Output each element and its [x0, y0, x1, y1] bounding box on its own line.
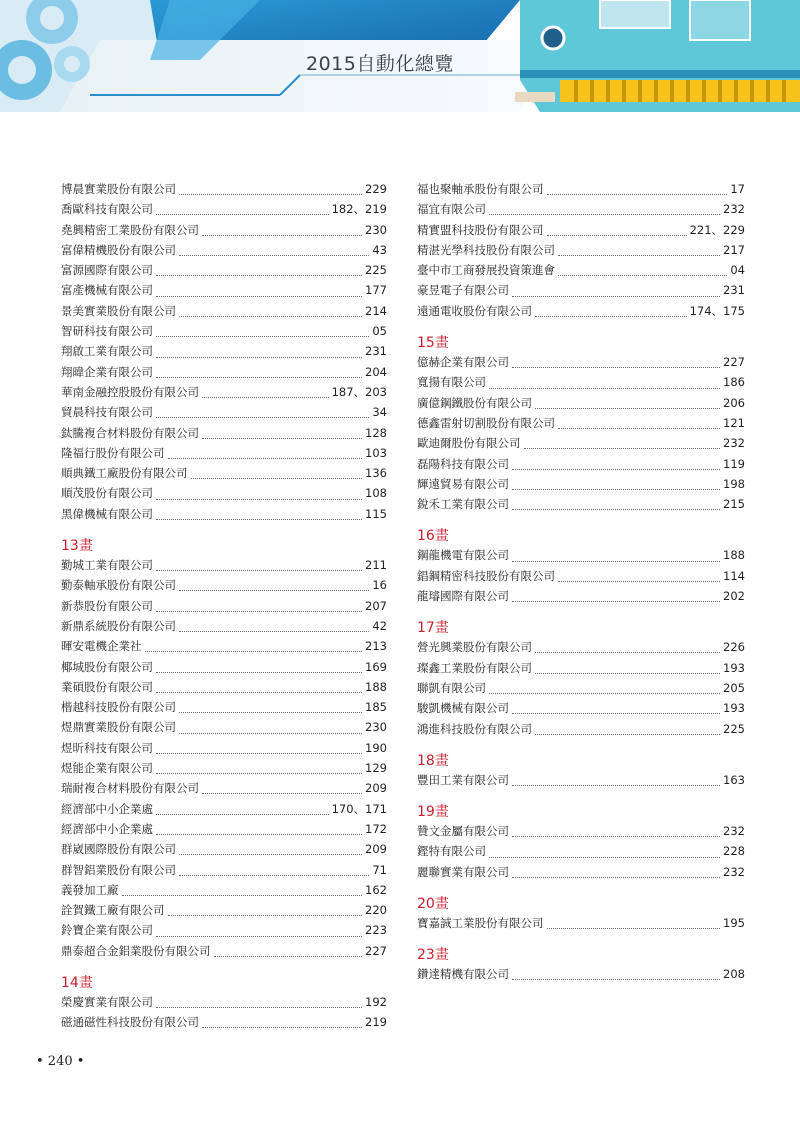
index-entry: [61, 242, 387, 262]
page-reference: 17: [730, 182, 745, 196]
page-reference: 230: [365, 720, 387, 735]
index-entry: [61, 994, 387, 1014]
index-entry: [417, 823, 745, 843]
index-entry: [61, 841, 387, 861]
company-name: 龍璿國際有限公司: [417, 589, 509, 604]
index-entry: [61, 740, 387, 760]
header-banner: [0, 0, 800, 112]
dot-leader: [156, 610, 362, 612]
index-entry: [417, 222, 745, 242]
page-reference: 186: [723, 375, 745, 390]
dot-leader: [489, 692, 720, 694]
dot-leader: [512, 600, 720, 602]
index-entry: [417, 547, 745, 567]
dot-leader: [512, 835, 720, 837]
dot-leader: [558, 580, 720, 582]
page-reference: 108: [365, 486, 387, 501]
index-entry: [61, 323, 387, 343]
index-entry: [417, 680, 745, 700]
index-entry: [61, 282, 387, 302]
index-entry: [417, 435, 745, 455]
index-entry: [417, 700, 745, 720]
page-reference: 214: [365, 303, 387, 318]
dot-leader: [156, 691, 362, 693]
index-entry: [61, 343, 387, 363]
company-name: 福也聚軸承股份有限公司: [417, 182, 544, 196]
dot-leader: [202, 437, 362, 439]
index-entry: [61, 638, 387, 658]
page-reference: 206: [723, 395, 745, 410]
company-name: 聯凱有限公司: [417, 680, 486, 695]
stroke-count-heading: 16畫: [417, 528, 449, 545]
company-name: 煜鼎實業股份有限公司: [61, 720, 176, 735]
index-entry: [417, 588, 745, 608]
page-reference: 231: [365, 344, 387, 359]
page-reference: 34: [372, 405, 387, 420]
index-entry: [417, 864, 745, 884]
page-reference: 192: [365, 994, 387, 1009]
page-reference: 225: [723, 721, 745, 736]
company-name: 福宜有限公司: [417, 202, 486, 217]
dot-leader: [512, 295, 720, 297]
page-reference: 174、175: [689, 303, 745, 318]
index-entry: [61, 577, 387, 597]
dot-leader: [535, 315, 687, 317]
page-reference: 103: [365, 445, 387, 460]
index-entry: [61, 1014, 387, 1034]
company-name: 喬歐科技有限公司: [61, 202, 153, 217]
index-entry: [61, 659, 387, 679]
company-name: 寶嘉誠工業股份有限公司: [417, 916, 544, 931]
stroke-count-heading: 13畫: [61, 538, 93, 555]
index-entry: [61, 425, 387, 445]
dot-leader: [489, 213, 720, 215]
page-reference: 193: [723, 701, 745, 716]
index-entry: [61, 557, 387, 577]
page-reference: 229: [365, 182, 387, 196]
index-entry: [61, 222, 387, 242]
company-name: 磁通磁性科技股份有限公司: [61, 1015, 199, 1030]
dot-leader: [524, 447, 721, 449]
dot-leader: [547, 234, 687, 236]
page-reference: 188: [365, 679, 387, 694]
index-entry: [61, 780, 387, 800]
company-name: 鈦騰複合材料股份有限公司: [61, 425, 199, 440]
company-name: 遠通電收股份有限公司: [417, 303, 532, 318]
stroke-count-heading: 14畫: [61, 974, 93, 991]
index-entry: [417, 201, 745, 221]
dot-leader: [512, 560, 720, 562]
dot-leader: [558, 427, 720, 429]
dot-leader: [512, 712, 720, 714]
company-name: 鴻進科技股份有限公司: [417, 721, 532, 736]
index-column-right: [417, 181, 745, 987]
dot-leader: [156, 518, 362, 520]
company-name: 勤城工業有限公司: [61, 558, 153, 573]
index-entry: [61, 465, 387, 485]
index-entry: [61, 598, 387, 618]
stroke-count-heading: 23畫: [417, 947, 449, 964]
company-name: 富源國際有限公司: [61, 263, 153, 278]
page-reference: 230: [365, 222, 387, 237]
stroke-count-heading: 18畫: [417, 752, 449, 769]
page-reference: 215: [723, 497, 745, 512]
page-reference: 207: [365, 598, 387, 613]
company-name: 豐田工業有限公司: [417, 772, 509, 787]
index-entry: [61, 882, 387, 902]
index-entry: [417, 721, 745, 741]
company-name: 智研科技有限公司: [61, 324, 153, 339]
dot-leader: [179, 254, 369, 256]
page-reference: 04: [730, 263, 745, 278]
page-reference: 136: [365, 466, 387, 481]
page-reference: 187、203: [331, 384, 387, 399]
company-name: 勤泰軸承股份有限公司: [61, 578, 176, 593]
index-entry: [417, 568, 745, 588]
dot-leader: [179, 193, 362, 195]
page-reference: 232: [723, 436, 745, 451]
index-entry: [417, 181, 745, 201]
company-name: 鑽達精機有限公司: [417, 967, 509, 982]
company-name: 駿凱機械有限公司: [417, 701, 509, 716]
company-name: 精實盟科技股份有限公司: [417, 222, 544, 237]
index-entry: [61, 303, 387, 323]
dot-leader: [558, 274, 727, 276]
company-name: 臺中市工商發展投資策進會: [417, 263, 555, 278]
page-reference: 119: [723, 456, 745, 471]
dot-leader: [512, 978, 720, 980]
page-reference: 115: [365, 506, 387, 521]
company-name: 博晨實業股份有限公司: [61, 182, 176, 196]
page-reference: 121: [723, 415, 745, 430]
company-name: 順典鐵工廠股份有限公司: [61, 466, 188, 481]
company-name: 璨鑫工業股份有限公司: [417, 660, 532, 675]
company-name: 煜能企業有限公司: [61, 761, 153, 776]
page-reference: 05: [372, 324, 387, 339]
dot-leader: [179, 732, 362, 734]
index-entry: [61, 262, 387, 282]
stroke-count-heading: 17畫: [417, 620, 449, 637]
index-entry: [417, 395, 745, 415]
company-name: 順茂股份有限公司: [61, 486, 153, 501]
dot-leader: [156, 772, 362, 774]
index-entry: [61, 719, 387, 739]
page-reference: 208: [723, 967, 745, 982]
dot-leader: [168, 914, 363, 916]
company-name: 鼎泰超合金鋁業股份有限公司: [61, 943, 211, 958]
page-reference: 227: [365, 943, 387, 958]
page-reference: 219: [365, 1015, 387, 1030]
company-name: 景美實業股份有限公司: [61, 303, 176, 318]
company-name: 經濟部中小企業處: [61, 801, 153, 816]
dot-leader: [156, 416, 369, 418]
page-reference: 42: [372, 618, 387, 633]
company-name: 業碩股份有限公司: [61, 679, 153, 694]
index-entry: [61, 801, 387, 821]
dot-leader: [156, 498, 362, 500]
index-entry: [417, 476, 745, 496]
company-name: 煜昕科技有限公司: [61, 740, 153, 755]
company-name: 億赫企業有限公司: [417, 355, 509, 370]
company-name: 新恭股份有限公司: [61, 598, 153, 613]
index-entry: [417, 282, 745, 302]
dot-leader: [535, 733, 720, 735]
dot-leader: [156, 274, 362, 276]
company-name: 麗聯實業有限公司: [417, 864, 509, 879]
dot-leader: [558, 254, 720, 256]
index-entry: [417, 374, 745, 394]
company-name: 新鼎系統股份有限公司: [61, 618, 176, 633]
page-reference: 205: [723, 680, 745, 695]
index-entry: [417, 915, 745, 935]
index-entry: [61, 760, 387, 780]
company-name: 富偉精機股份有限公司: [61, 242, 176, 257]
page-reference: 71: [372, 862, 387, 877]
page-reference: 16: [372, 578, 387, 593]
company-name: 瑞耐複合材料股份有限公司: [61, 781, 199, 796]
index-entry: [61, 506, 387, 526]
page-number: • 240 •: [36, 1054, 85, 1069]
dot-leader: [179, 874, 369, 876]
company-name: 精湛光學科技股份有限公司: [417, 242, 555, 257]
company-name: 德鑫雷射切割股份有限公司: [417, 415, 555, 430]
index-entry: [417, 639, 745, 659]
index-entry: [61, 699, 387, 719]
index-entry: [61, 902, 387, 922]
page-reference: 211: [365, 558, 387, 573]
dot-leader: [179, 711, 362, 713]
stroke-count-heading: 15畫: [417, 335, 449, 352]
page-reference: 225: [365, 263, 387, 278]
index-entry: [61, 404, 387, 424]
page-title: 2015自動化總覽: [306, 53, 454, 75]
dot-leader: [156, 671, 362, 673]
dot-leader: [202, 792, 362, 794]
dot-leader: [156, 752, 362, 754]
dot-leader: [179, 630, 369, 632]
page-reference: 226: [723, 640, 745, 655]
company-name: 黑偉機械有限公司: [61, 506, 153, 521]
dot-leader: [156, 833, 362, 835]
page-reference: 114: [723, 568, 745, 583]
index-entry: [61, 679, 387, 699]
index-entry: [61, 201, 387, 221]
page-reference: 43: [372, 242, 387, 257]
company-name: 寬揚有限公司: [417, 375, 486, 390]
index-entry: [417, 456, 745, 476]
page-reference: 193: [723, 660, 745, 675]
index-entry: [417, 354, 745, 374]
dot-leader: [179, 315, 362, 317]
index-entry: [61, 618, 387, 638]
dot-leader: [535, 407, 720, 409]
company-name: 輝遠貿易有限公司: [417, 476, 509, 491]
stroke-count-heading: 20畫: [417, 896, 449, 913]
index-entry: [417, 843, 745, 863]
dot-leader: [512, 784, 720, 786]
dot-leader: [145, 650, 363, 652]
page-reference: 231: [723, 283, 745, 298]
circuit-stripes: [560, 80, 800, 102]
company-name: 贊文金屬有限公司: [417, 824, 509, 839]
company-name: 鋼龍機電有限公司: [417, 548, 509, 563]
page-reference: 202: [723, 589, 745, 604]
company-name: 磊陽科技有限公司: [417, 456, 509, 471]
page-reference: 228: [723, 844, 745, 859]
company-name: 鏗特有限公司: [417, 844, 486, 859]
page-reference: 221、229: [689, 222, 745, 237]
page-reference: 129: [365, 761, 387, 776]
dot-leader: [535, 651, 720, 653]
dot-leader: [489, 387, 720, 389]
page-reference: 204: [365, 364, 387, 379]
company-name: 廣億鋼鐵股份有限公司: [417, 395, 532, 410]
page-reference: 177: [365, 283, 387, 298]
index-entry: [417, 242, 745, 262]
index-entry: [61, 384, 387, 404]
page-reference: 232: [723, 824, 745, 839]
index-entry: [417, 303, 745, 323]
company-name: 華南金融控股股份有限公司: [61, 384, 199, 399]
dot-leader: [512, 366, 720, 368]
page-reference: 170、171: [331, 801, 387, 816]
dot-leader: [512, 508, 720, 510]
dot-leader: [179, 589, 369, 591]
page-reference: 169: [365, 659, 387, 674]
company-name: 暉安電機企業社: [61, 639, 142, 654]
dot-leader: [202, 234, 362, 236]
company-name: 翔暐企業有限公司: [61, 364, 153, 379]
dot-leader: [156, 935, 362, 937]
company-name: 群智鋁業股份有限公司: [61, 862, 176, 877]
dot-leader: [179, 853, 362, 855]
index-entry: [61, 922, 387, 942]
dot-leader: [156, 1006, 362, 1008]
company-name: 詮賀鐵工廠有限公司: [61, 903, 165, 918]
dot-leader: [156, 295, 362, 297]
company-name: 經濟部中小企業處: [61, 821, 153, 836]
dot-leader: [156, 813, 329, 815]
page-reference: 223: [365, 923, 387, 938]
index-entry: [61, 943, 387, 963]
dot-leader: [202, 1026, 362, 1028]
company-name: 營光興業股份有限公司: [417, 640, 532, 655]
page-reference: 220: [365, 903, 387, 918]
company-name: 錩鋼精密科技股份有限公司: [417, 568, 555, 583]
dot-leader: [156, 376, 362, 378]
company-name: 群崴國際股份有限公司: [61, 842, 176, 857]
dot-leader: [156, 213, 329, 215]
page-reference: 128: [365, 425, 387, 440]
page-reference: 232: [723, 202, 745, 217]
dot-leader: [512, 488, 720, 490]
dot-leader: [156, 569, 362, 571]
index-entry: [61, 181, 387, 201]
index-entry: [61, 862, 387, 882]
index-entry: [417, 966, 745, 986]
page-reference: 182、219: [331, 202, 387, 217]
page-reference: 232: [723, 864, 745, 879]
company-name: 椰城股份有限公司: [61, 659, 153, 674]
dot-leader: [489, 856, 720, 858]
page-reference: 190: [365, 740, 387, 755]
company-name: 貿晨科技有限公司: [61, 405, 153, 420]
dot-leader: [156, 335, 369, 337]
index-entry: [417, 262, 745, 282]
page-reference: 217: [723, 242, 745, 257]
dot-leader: [535, 672, 720, 674]
company-name: 歐迪爾股份有限公司: [417, 436, 521, 451]
page-reference: 209: [365, 781, 387, 796]
dot-leader: [547, 927, 721, 929]
dot-leader: [191, 477, 363, 479]
index-entry: [61, 485, 387, 505]
index-entry: [417, 660, 745, 680]
company-name: 隆福行股份有限公司: [61, 445, 165, 460]
page-reference: 172: [365, 821, 387, 836]
company-name: 翔啟工業有限公司: [61, 344, 153, 359]
dot-leader: [547, 193, 728, 195]
page-reference: 195: [723, 916, 745, 931]
index-column-left: [61, 181, 387, 1035]
dot-leader: [202, 396, 329, 398]
page-reference: 162: [365, 882, 387, 897]
index-entry: [417, 772, 745, 792]
index-entry: [61, 445, 387, 465]
page-reference: 188: [723, 548, 745, 563]
index-entry: [61, 364, 387, 384]
page-reference: 209: [365, 842, 387, 857]
dot-leader: [512, 468, 720, 470]
index-entry: [417, 415, 745, 435]
page-reference: 198: [723, 476, 745, 491]
page-reference: 163: [723, 772, 745, 787]
company-name: 銳禾工業有限公司: [417, 497, 509, 512]
dot-leader: [156, 356, 362, 358]
page-reference: 227: [723, 355, 745, 370]
company-name: 榮慶實業有限公司: [61, 994, 153, 1009]
company-name: 豪昱電子有限公司: [417, 283, 509, 298]
dot-leader: [168, 457, 363, 459]
company-name: 義發加工廠: [61, 882, 119, 897]
page-reference: 213: [365, 639, 387, 654]
index-entry: [417, 496, 745, 516]
dot-leader: [214, 955, 363, 957]
company-name: 堯興精密工業股份有限公司: [61, 222, 199, 237]
company-name: 富產機械有限公司: [61, 283, 153, 298]
stroke-count-heading: 19畫: [417, 804, 449, 821]
company-name: 鈴寶企業有限公司: [61, 923, 153, 938]
page-reference: 185: [365, 700, 387, 715]
index-entry: [61, 821, 387, 841]
dot-leader: [122, 894, 363, 896]
dot-leader: [512, 876, 720, 878]
company-name: 楷越科技股份有限公司: [61, 700, 176, 715]
